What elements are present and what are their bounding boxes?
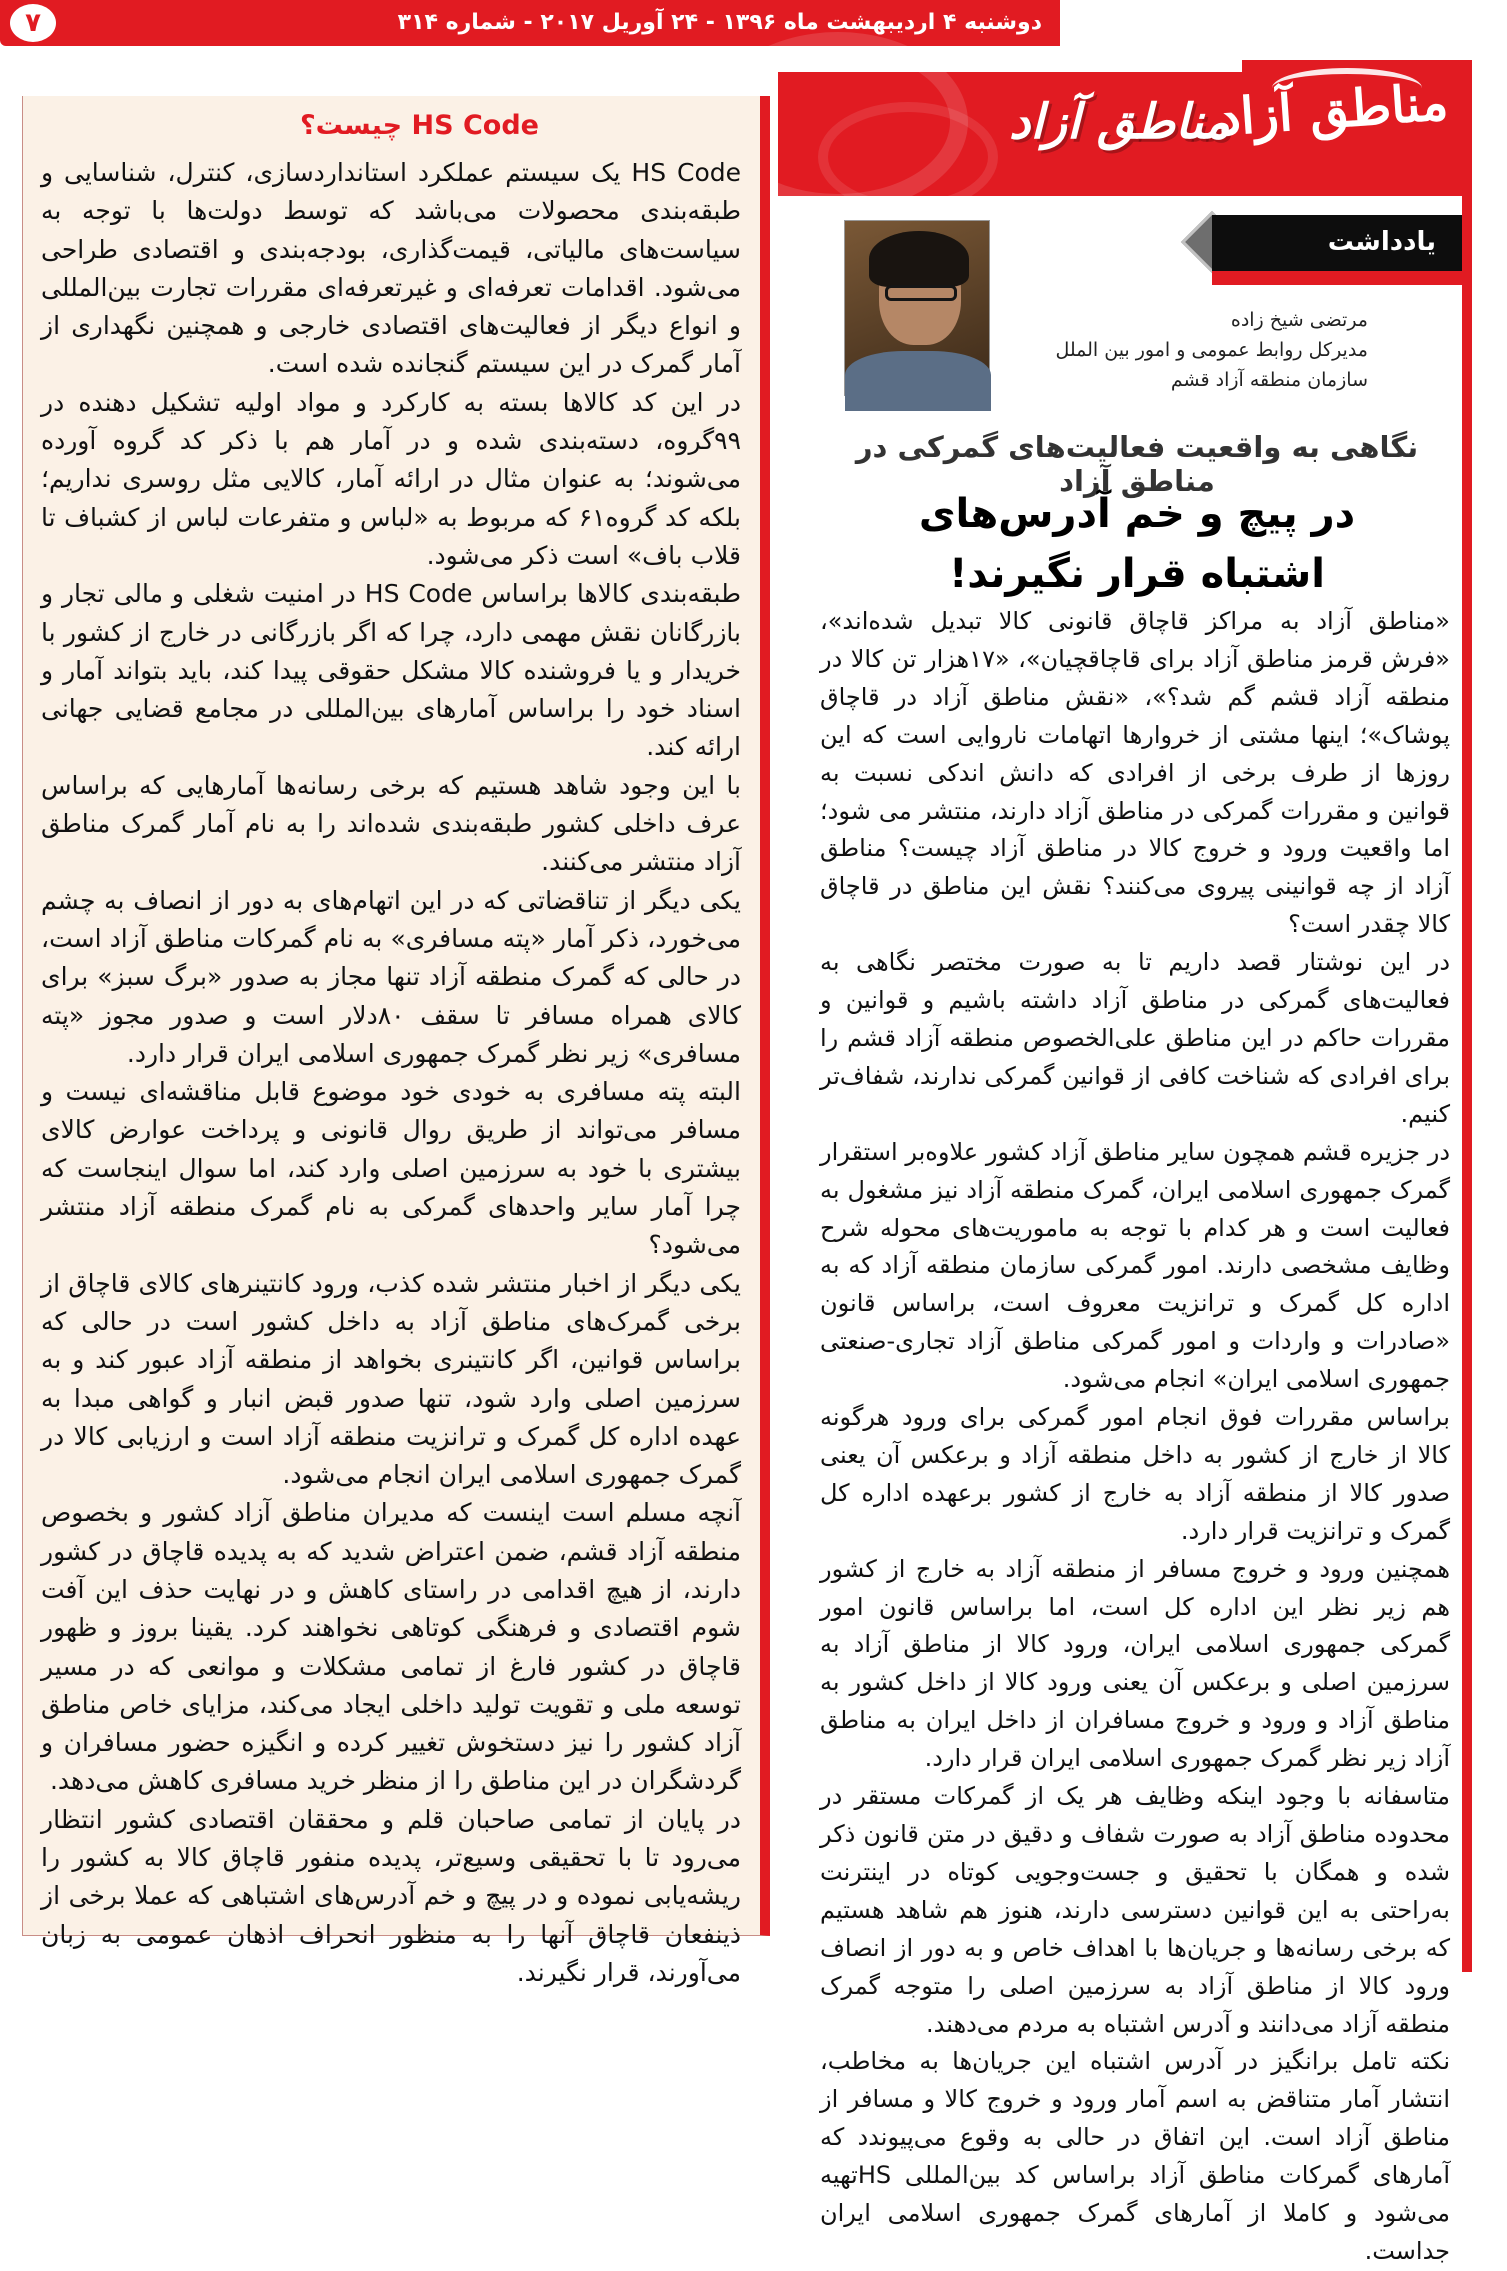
author-title: مدیرکل روابط عمومی و امور بین الملل xyxy=(1055,339,1368,361)
sidebar-paragraph: البته پته مسافری به خودی خود موضوع قابل مناقشه‌ای نیست و مسافر می‌تواند از طریق روال قانونی و پرداخت عوارض کالای بیشتری با خود به سرزمین اصلی وارد کند، اما سوال اینجاست که چرا آمار سایر واحدهای گمرکی به نام گمرک منطقه آزاد منتشر می‌شود؟ xyxy=(41,1077,741,1260)
sidebar-paragraph: یکی دیگر از تناقضاتی که در این اتهام‌های به دور از انصاف به چشم می‌خورد، ذکر آمار «پته مسافری» به نام گمرکات مناطق آزاد است، در حالی که گمرک منطقه آزاد تنها مجاز به صدور «برگ سبز» برای کالای همراه مسافر تا سقف ۸۰دلار است و صدور مجوز «پته مسافری» زیر نظر گمرک جمهوری اسلامی ایران قرار دارد. xyxy=(41,885,741,1068)
article-kicker: نگاهی به واقعیت فعالیت‌های گمرکی در مناطق آزاد xyxy=(855,430,1419,498)
sidebar-paragraph: با این وجود شاهد هستیم که برخی رسانه‌ها آمارهایی که براساس عرف داخلی کشور طبقه‌بندی شده‌اند را به نام آمار گمرک مناطق آزاد منتشر می‌کنند. xyxy=(41,770,741,877)
note-label-underline xyxy=(1212,271,1462,285)
author-organization: سازمان منطقه آزاد قشم xyxy=(1170,369,1368,391)
article-headline xyxy=(812,484,1462,604)
author-name: مرتضی شیخ زاده xyxy=(1230,309,1368,331)
sidebar-body xyxy=(41,154,741,1992)
section-logo-text: مناطق آزاد xyxy=(1216,72,1450,147)
author-byline xyxy=(1055,305,1368,395)
article-paragraph: «مناطق آزاد به مراکز قاچاق قانونی کالا تبدیل شده‌اند»، «فرش قرمز مناطق آزاد برای قاچاقچیان»، «۱۷هزار تن کالا در منطقه آزاد قشم گم شد؟»، «نقش مناطق آزاد در قاچاق پوشاک»؛ اینها مشتی از خروارها اتهامات ناروایی است که این روزها از طرف برخی از افرادی که دانش اندکی نسبت به قوانین و مقررات گمرکی در مناطق آزاد دارند، منتشر می شود؛ اما واقعیت ورود و خروج کالا در مناطق آزاد چیست؟ مناطق آزاد از چه قوانینی پیروی می‌کنند؟ نقش این مناطق در قاچاق کالا چقدر است؟ xyxy=(820,607,1450,939)
photo-glasses xyxy=(885,285,957,301)
article-body xyxy=(820,603,1450,2271)
headline-line: اشتباه قرار نگیرند! xyxy=(949,551,1325,597)
section-logo xyxy=(1216,60,1462,196)
sidebar-paragraph: HS Code یک سیستم عملکرد استانداردسازی، کنترل، شناسایی و طبقه‌بندی محصولات می‌باشد که توسط دولت‌ها با توجه به سیاست‌های مالیاتی، قیمت‌گذاری، بودجه‌بندی و اقتصادی طراحی می‌شود. اقدامات تعرفه‌ای و غیرتعرفه‌ای مقررات تجارت بین‌المللی و انواع دیگر از فعالیت‌های اقتصادی خارجی و همچنین نگهداری از آمار گمرک در این سیستم گنجانده شده است. xyxy=(41,158,741,379)
article-paragraph: در این نوشتار قصد داریم تا به صورت مختصر نگاهی به فعالیت‌های گمرکی در مناطق آزاد داشته باشیم و قوانین و مقررات حاکم در این مناطق علی‌الخصوص منطقه آزاد قشم را برای افرادی که شناخت کافی از قوانین گمرکی ندارند، شفاف‌تر کنیم. xyxy=(820,948,1450,1128)
sidebar-paragraph: طبقه‌بندی کالاها براساس HS Code در امنیت شغلی و مالی تجار و بازرگانان نقش مهمی دارد، چرا که اگر بازرگانی در خارج از کشور با خریدار و یا فروشنده کالا مشکل حقوقی پیدا کند، باید بتواند آمار و اسناد خود را براساس آمارهای بین‌المللی در مجامع قضایی جهانی ارائه کند. xyxy=(41,579,741,762)
note-label: یادداشت xyxy=(1327,227,1436,257)
photo-shirt xyxy=(845,351,991,411)
sidebar-paragraph: در پایان از تمامی صاحبان قلم و محققان اقتصادی کشور انتظار می‌رود تا با تحقیقی وسیع‌تر، پدیده منفور قاچاق کالا به کشور را ریشه‌یابی نموده و در پیچ و خم آدرس‌های اشتباهی که عملا برخی از ذینفعان قاچاق آنها را به منظور انحراف اذهان عمومی به زبان می‌آورند، قرار نگیرند. xyxy=(41,1804,741,1987)
page-number: ۷ xyxy=(10,4,56,42)
article-column xyxy=(800,60,1472,2265)
article-paragraph: همچنین ورود و خروج مسافر از منطقه آزاد به خارج از کشور هم زیر نظر این اداره کل است، اما براساس قانون امور گمرکی جمهوری اسلامی ایران، ورود کالا از مناطق آزاد به سرزمین اصلی و برعکس آن یعنی ورود کالا از داخل کشور به مناطق آزاد و ورود و خروج مسافران از داخل ایران به مناطق آزاد زیر نظر گمرک جمهوری اسلامی ایران قرار دارد. xyxy=(820,1554,1450,1773)
sidebar-paragraph: یکی دیگر از اخبار منتشر شده کذب، ورود کانتینرهای کالای قاچاق از برخی گمرک‌های مناطق آزاد به داخل کشور است در حالی که براساس قوانین، اگر کانتینری بخواهد از منطقه آزاد عبور کند و به سرزمین اصلی وارد شود، تنها صدور قبض انبار و گواهی مبدا به عهده اداره کل گمرک و ترانزیت منطقه آزاد است و ارزیابی کالا در گمرک جمهوری اسلامی ایران انجام می‌شود. xyxy=(41,1268,741,1490)
hs-code-sidebar xyxy=(22,96,770,1987)
photo-hair xyxy=(869,231,969,287)
article-paragraph: نکته تامل برانگیز در آدرس اشتباه این جریان‌ها به مخاطب، انتشار آمار متناقض به اسم آمار ورود و خروج کالا و مسافر از مناطق آزاد است. این اتفاق در حالی به وقوع می‌پیوندد که آمارهای گمرکات مناطق آزاد براساس کد بین‌المللی HSتهیه می‌شود و کاملا از آمارهای گمرک جمهوری اسلامی ایران جداست. xyxy=(820,2047,1450,2265)
issue-date-line: دوشنبه ۴ اردیبهشت ماه ۱۳۹۶ - ۲۴ آوریل ۲۰۱۷ - شماره ۳۱۴ xyxy=(397,10,1042,35)
sidebar-paragraph: در این کد کالاها بسته به کارکرد و مواد اولیه تشکیل دهنده در ۹۹گروه، دسته‌بندی شده و در آمار هم با ذکر کد گروه آورده می‌شوند؛ به عنوان مثال در ارائه آمار، کالایی مثل روسری نداریم؛ بلکه کد گروه۶۱ که مربوط به «لباس و متفرعات لباس از کشباف تا قلاب باف» است ذکر می‌شود. xyxy=(41,387,741,570)
sidebar-title: HS Code چیست؟ xyxy=(299,110,539,141)
headline-line: در پیچ و خم آدرس‌های xyxy=(918,491,1356,537)
issue-header-bar xyxy=(0,0,1060,46)
article-paragraph: براساس مقررات فوق انجام امور گمرکی برای ورود هرگونه کالا از خارج از کشور به داخل منطقه آزاد و برعکس آن یعنی صدور کالا از منطقه آزاد به خارج از کشور برعهده اداره کل گمرک و ترانزیت قرار دارد. xyxy=(820,1403,1450,1545)
article-paragraph: در جزیره قشم همچون سایر مناطق آزاد کشور علاوه‌بر استقرار گمرک جمهوری اسلامی ایران، گمرک منطقه آزاد نیز مشغول به فعالیت است و هر کدام با توجه به ماموریت‌های محوله شرح وظایف مشخصی دارند. امور گمرکی سازمان منطقه آزاد که به اداره کل گمرک و ترانزیت معروف است، براساس قانون «صادرات و واردات و امور گمرکی مناطق آزاد تجاری-صنعتی جمهوری اسلامی ایران» انجام می‌شود. xyxy=(820,1137,1450,1394)
note-label-bar xyxy=(1212,215,1462,271)
article-paragraph: متاسفانه با وجود اینکه وظایف هر یک از گمرکات مستقر در محدوده مناطق آزاد به صورت شفاف و دقیق در متن قانون ذکر شده و همگان با تحقیق و جست‌وجویی کوتاه در اینترنت به‌راحتی به این قوانین دسترسی دارند، هنوز هم شاهد هستیم که برخی رسانه‌ها و جریان‌ها با اهداف خاص و به دور از انصاف ورود کالا از مناطق آزاد به سرزمین اصلی را متوجه گمرک منطقه آزاد می‌دانند و آدرس اشتباه به مردم می‌دهند. xyxy=(820,1782,1450,2038)
section-banner-title: مناطق آزاد xyxy=(1009,94,1230,150)
sidebar-paragraph: آنچه مسلم است اینست که مدیران مناطق آزاد کشور و بخصوص منطقه آزاد قشم، ضمن اعتراض شدید که به پدیده قاچاق در کشور دارند، از هیچ اقدامی در راستای کاهش و در نهایت حذف این آفت شوم اقتصادی و فرهنگی کوتاهی نخواهند کرد. یقینا بروز و ظهور قاچاق در کشور فارغ از تمامی مشکلات و موانعی که در مسیر توسعه ملی و تقویت تولید داخلی ایجاد می‌کند، مزایای خاص مناطق آزاد کشور را نیز دستخوش تغییر کرده و انگیزه حضور مسافران و گردشگران در این مناطق را از منظر خرید مسافری کاهش می‌دهد. xyxy=(41,1498,741,1796)
author-photo xyxy=(844,220,990,396)
